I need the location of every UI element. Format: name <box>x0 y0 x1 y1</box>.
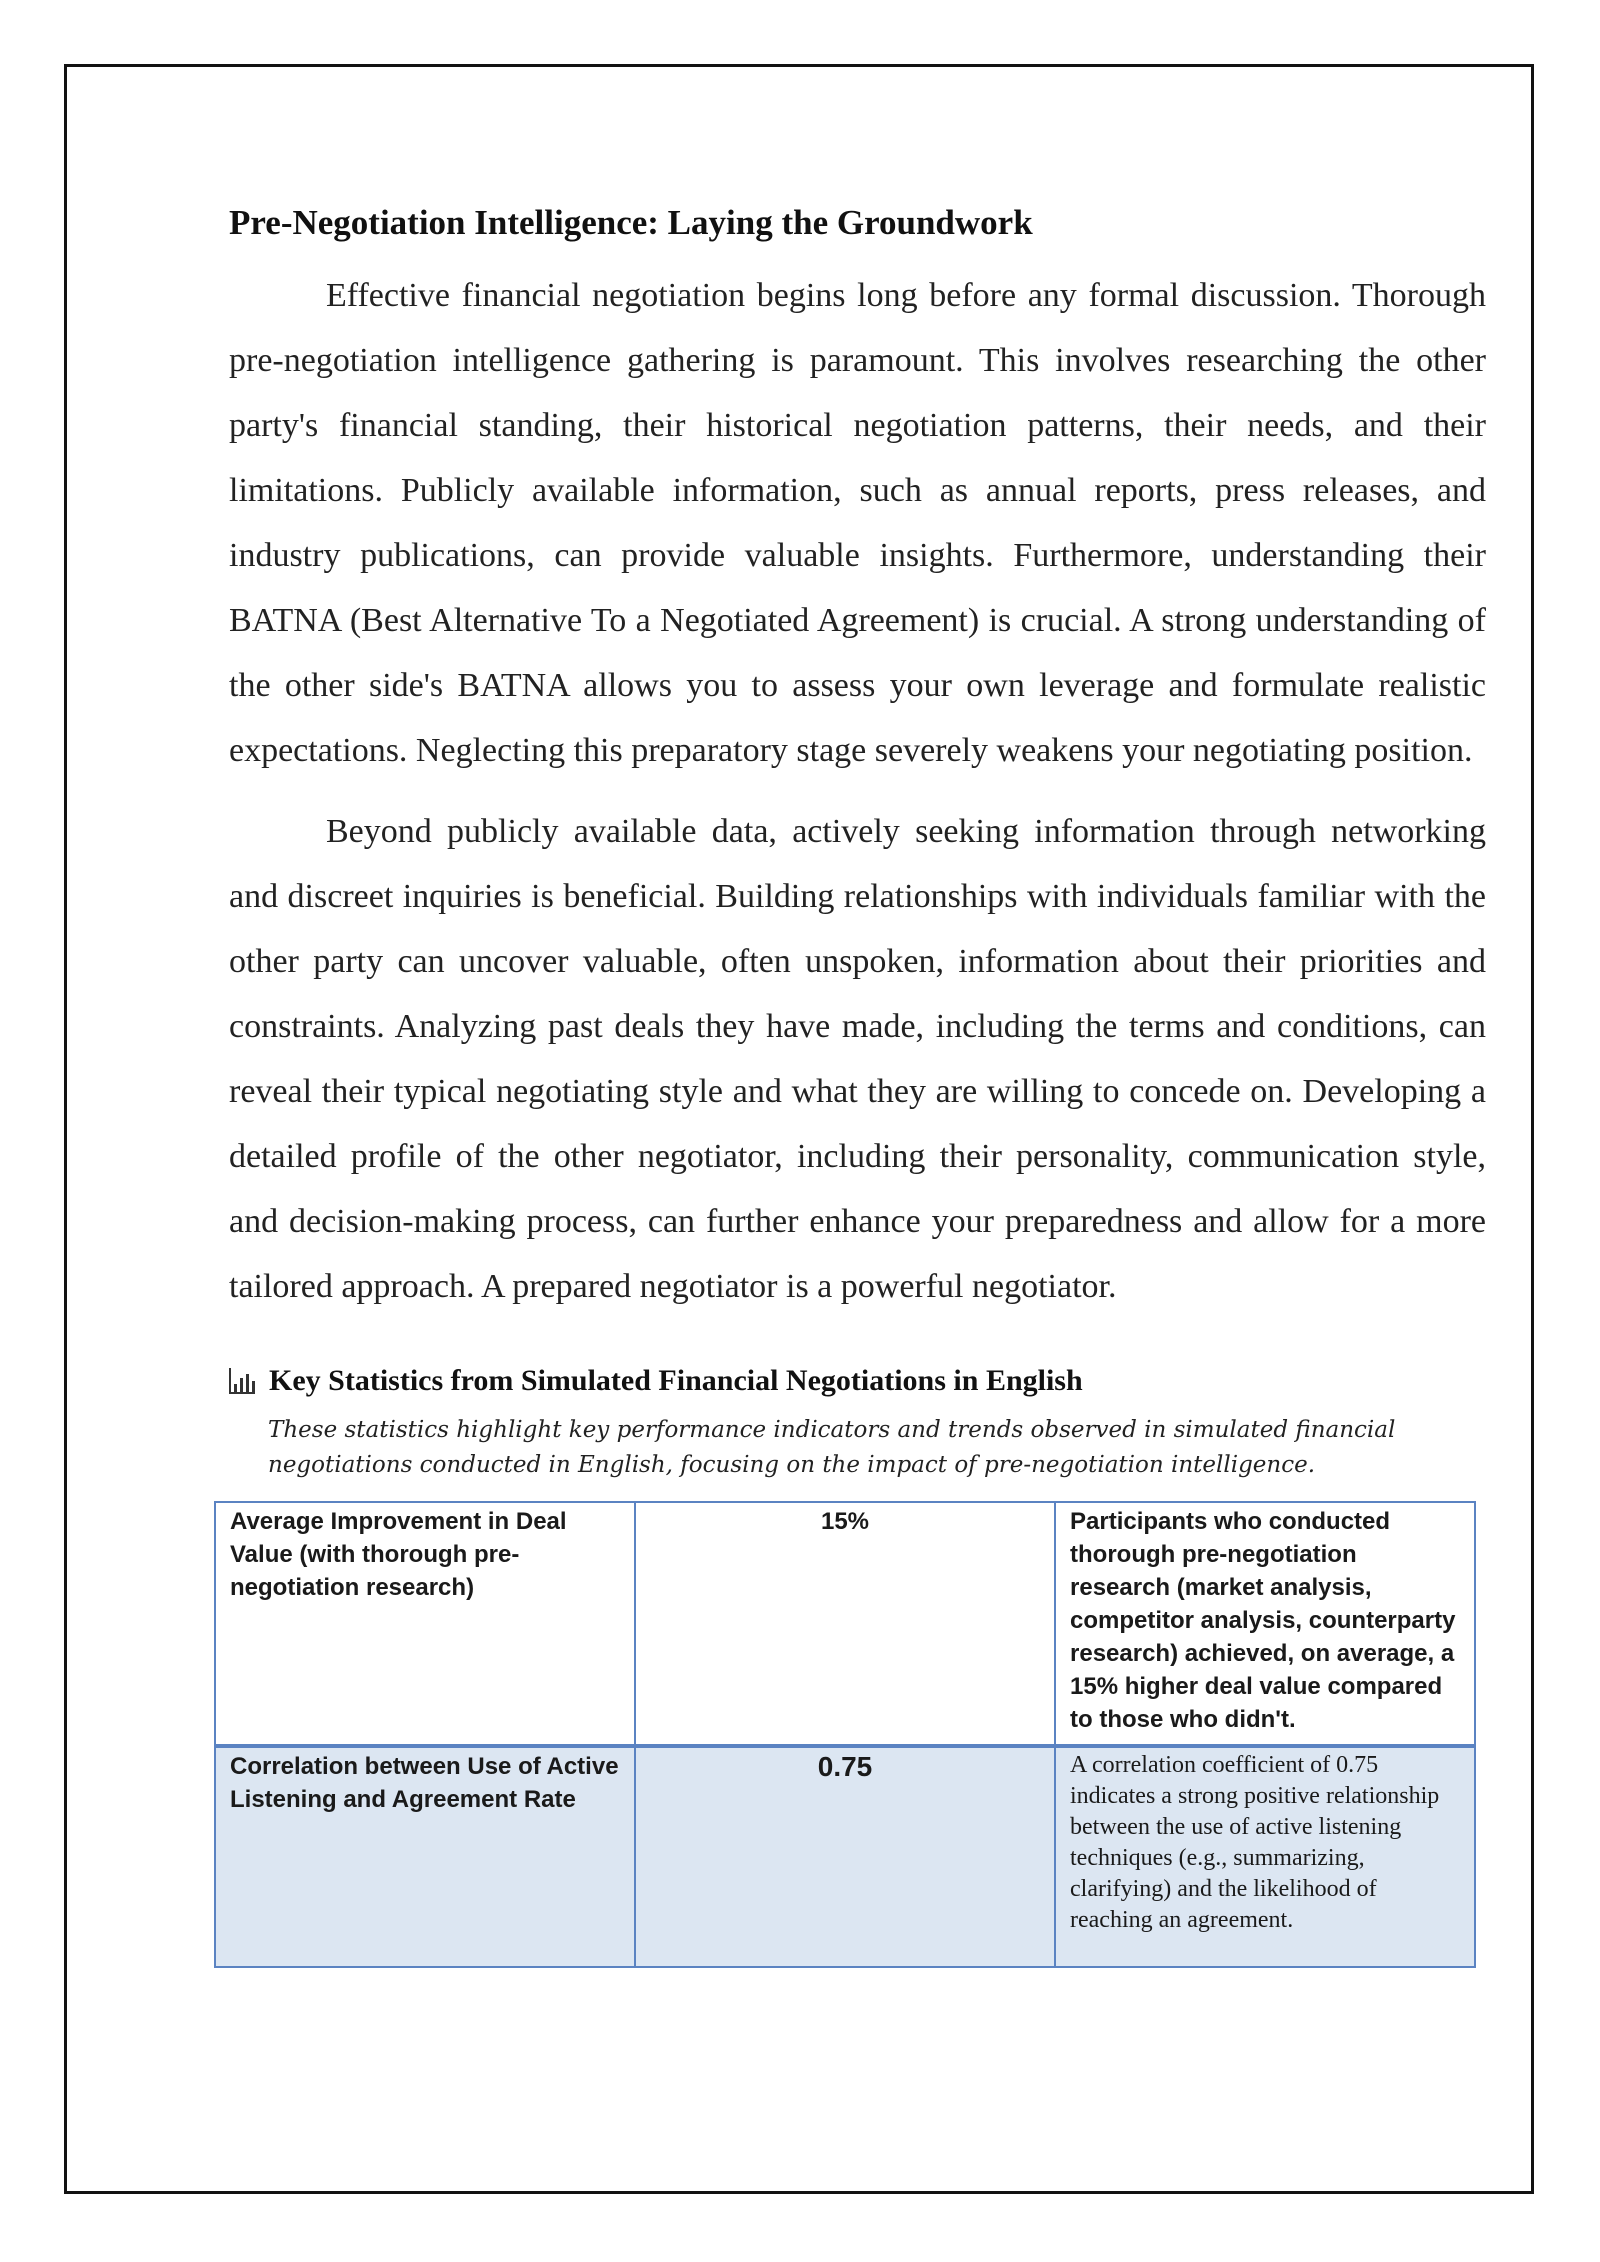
body-paragraph: Effective financial negotiation begins long before any formal discussion. Thorough pre-negotiation intelligence gathering is paramount. This involves researching the other party's financial standing, their historical negotiation patterns, their needs, and their limitations. Publicly available information, such as annual reports, press releases, and industry publications, can provide valuable insights. Furthermore, understanding their BATNA (Best Alternative To a Negotiated Agreement) is crucial. A strong understanding of the other side's BATNA allows you to assess your own leverage and formulate realistic expectations. Neglecting this preparatory stage severely weakens your negotiating position. <box>229 277 1486 769</box>
document-body <box>229 195 1486 1968</box>
stats-table <box>214 1501 1476 1968</box>
metric-cell: Correlation between Use of Active Listening and Agreement Rate <box>215 1746 635 1967</box>
description-cell: A correlation coefficient of 0.75 indicates a strong positive relationship between the use of active listening techniques (e.g., summarizing, clarifying) and the likelihood of reaching an agreement. <box>1055 1746 1475 1967</box>
metric-cell: Average Improvement in Deal Value (with thorough pre-negotiation research) <box>215 1502 635 1746</box>
stats-heading-text: Key Statistics from Simulated Financial Negotiations in English <box>269 1364 1083 1397</box>
value-cell: 15% <box>635 1502 1055 1746</box>
body-paragraph: Beyond publicly available data, actively seeking information through networking and discreet inquiries is beneficial. Building relationships with individuals familiar with the other party can uncover valuable, often unspoken, information about their priorities and constraints. Analyzing past deals they have made, including the terms and conditions, can reveal their typical negotiating style and what they are willing to concede on. Developing a detailed profile of the other negotiator, including their personality, communication style, and decision-making process, can further enhance your preparedness and allow for a more tailored approach. A prepared negotiator is a powerful negotiator. <box>229 813 1486 1305</box>
table-row <box>215 1502 1475 1746</box>
stats-heading <box>229 1359 1486 1403</box>
stats-caption: These statistics highlight key performance indicators and trends observed in simulated financial negotiations conducted in English, focusing on the impact of pre-negotiation intelligence. <box>268 1417 1396 1478</box>
bar-chart-icon <box>229 1368 255 1394</box>
description-cell: Participants who conducted thorough pre-negotiation research (market analysis, competitor analysis, counterparty research) achieved, on average, a 15% higher deal value compared to those who didn't. <box>1055 1502 1475 1746</box>
section-title: Pre-Negotiation Intelligence: Laying the Groundwork <box>229 203 1033 242</box>
table-row <box>215 1746 1475 1967</box>
value-cell: 0.75 <box>635 1746 1055 1967</box>
